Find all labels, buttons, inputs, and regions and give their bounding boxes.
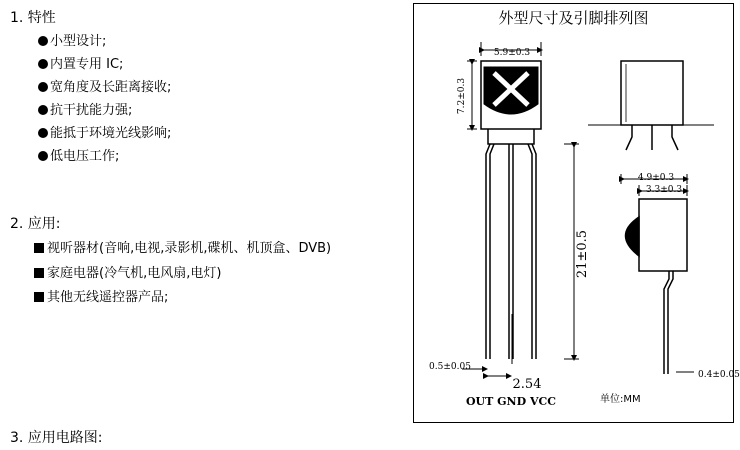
square-bullet-icon <box>34 243 44 253</box>
bullet-icon <box>38 82 48 92</box>
top-view <box>588 61 714 150</box>
side-inner-label: 3.3±0.3 <box>645 185 683 195</box>
application-item: 视听器材(音响,电视,录影机,碟机、机顶盒、DVB) <box>34 237 331 256</box>
width-label: 5.9±0.3 <box>493 48 531 58</box>
application-item: 其他无线遥控器产品; <box>34 286 168 305</box>
application-item: 家庭电器(冷气机,电风扇,电灯) <box>34 262 221 281</box>
package-drawing <box>414 4 740 424</box>
bullet-icon <box>38 36 48 46</box>
lead-width-label: 0.5±0.05 <box>429 362 471 372</box>
feature-item: 抗干扰能力强; <box>38 99 132 118</box>
applications-heading: 2. 应用: <box>10 216 61 232</box>
side-width-label: 4.9±0.3 <box>637 173 675 183</box>
side-view <box>621 174 694 374</box>
feature-item: 小型设计; <box>38 30 106 49</box>
bullet-icon <box>38 59 48 69</box>
lead-length-label: 21±0.5 <box>575 229 590 279</box>
square-bullet-icon <box>34 292 44 302</box>
diagram-title: 外型尺寸及引脚排列图 <box>498 9 649 27</box>
feature-item: 低电压工作; <box>38 145 119 164</box>
circuit-heading: 3. 应用电路图: <box>10 430 103 446</box>
unit-label: 单位:MM <box>600 394 641 405</box>
pitch-label: 2.54 <box>512 377 542 392</box>
feature-item: 能抵于环境光线影响; <box>38 122 171 141</box>
bullet-icon <box>38 105 48 115</box>
lead-thickness-label: 0.4±0.05 <box>698 370 740 380</box>
bullet-icon <box>38 128 48 138</box>
square-bullet-icon <box>34 268 44 278</box>
features-heading: 1. 特性 <box>10 10 56 26</box>
feature-item: 宽角度及长距离接收; <box>38 76 171 95</box>
pin-labels: OUT GND VCC <box>465 395 557 408</box>
feature-item: 内置专用 IC; <box>38 53 123 72</box>
height-label: 7.2±0.3 <box>457 77 467 115</box>
dimension-diagram <box>413 3 740 423</box>
front-view <box>462 42 579 376</box>
bullet-icon <box>38 151 48 161</box>
